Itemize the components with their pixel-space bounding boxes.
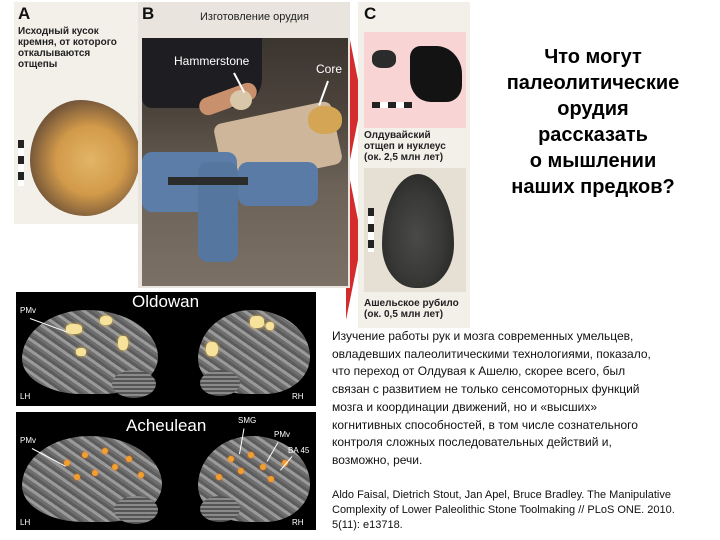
title-line: орудия <box>557 98 629 120</box>
body-line: Изучение работы рук и мозга современных умельцев, <box>332 329 634 343</box>
label-pmv-left: PMv <box>20 436 36 445</box>
title-line: Что могут <box>544 46 642 68</box>
hammerstone-image <box>230 90 252 110</box>
left-cerebellum <box>114 496 158 524</box>
title-line: о мышлении <box>529 150 657 172</box>
panel-a-caption-line: кремня, от которого <box>18 37 117 48</box>
label-lh: LH <box>20 518 31 527</box>
activation-spot <box>250 316 264 328</box>
oldowan-caption-line: (ок. 2,5 млн лет) <box>364 152 444 163</box>
activation-spot <box>266 322 274 330</box>
activation-dot <box>138 472 144 478</box>
body-line: овладевших палеолитическими технологиями, показало, <box>332 346 651 361</box>
title-line: рассказать <box>538 124 648 146</box>
label-pmv-right: PMv <box>274 430 290 439</box>
oldowan-core-image <box>410 46 462 102</box>
oldowan-caption-line: Олдувайский <box>364 130 431 141</box>
oldowan-caption-line: отщеп и нуклеус <box>364 141 446 152</box>
acheulean-caption-line: (ок. 0,5 млн лет) <box>364 309 444 320</box>
panel-a-caption-line: откалываются <box>18 48 91 59</box>
activation-dot <box>74 474 80 480</box>
acheulean-title: Acheulean <box>126 416 207 435</box>
activation-spot <box>76 348 86 356</box>
label-rh: RH <box>292 392 304 401</box>
citation <box>332 488 718 533</box>
left-cerebellum <box>112 370 156 398</box>
body-line: когнитивных способностей, в том числе сознательного <box>332 417 638 432</box>
activation-dot <box>238 468 244 474</box>
activation-dot <box>112 464 118 470</box>
label-lh: LH <box>20 392 31 401</box>
activation-dot <box>92 470 98 476</box>
activation-dot <box>260 464 266 470</box>
flint-nodule-image <box>30 100 140 216</box>
scale-bar <box>372 102 412 108</box>
activation-dot <box>268 476 274 482</box>
scale-bar <box>368 208 374 252</box>
activation-dot <box>248 452 254 458</box>
body-line: возможно, речи. <box>332 452 423 467</box>
panel-c-tools <box>358 2 470 328</box>
scale-bar <box>18 140 24 186</box>
core-label: Core <box>316 62 343 76</box>
label-rh: RH <box>292 518 304 527</box>
panel-a-caption <box>18 26 117 70</box>
title-line: наших предков? <box>511 176 675 198</box>
panel-b-letter: B <box>142 4 155 23</box>
photo-chair <box>168 177 248 185</box>
brain-acheulean-panel <box>16 412 316 530</box>
brain-oldowan-panel <box>16 292 316 406</box>
panel-b-caption: Изготовление орудия <box>200 11 309 23</box>
photo-jeans-knee <box>238 162 318 206</box>
activation-dot <box>216 474 222 480</box>
label-ba45: BA 45 <box>288 446 310 455</box>
body-line: связан с развитием не только сенсомоторных функций <box>332 382 640 397</box>
citation-line: 5(11): e13718. <box>332 519 403 531</box>
slide-title <box>474 44 712 200</box>
body-paragraph <box>332 328 718 470</box>
oldowan-flake-image <box>372 50 396 68</box>
panel-c-letter: C <box>364 4 377 23</box>
acheulean-caption <box>364 298 459 320</box>
activation-spot <box>66 324 82 334</box>
title-line: палеолитические <box>506 72 680 94</box>
hammerstone-label: Hammerstone <box>174 54 250 68</box>
body-line: мозга и координации движений, но и «высших» <box>332 399 598 414</box>
label-pmv: PMv <box>20 306 36 315</box>
oldowan-title: Oldowan <box>132 292 200 311</box>
activation-dot <box>126 456 132 462</box>
label-smg: SMG <box>238 416 257 425</box>
citation-line: Aldo Faisal, Dietrich Stout, Jan Apel, Bruce Bradley. The Manipulative <box>332 489 671 501</box>
activation-dot <box>102 448 108 454</box>
panel-a-flint-nodule <box>14 2 138 224</box>
right-cerebellum <box>200 370 240 396</box>
body-line: контроля сложных последовательных действий и, <box>332 435 612 450</box>
right-cerebellum <box>200 496 240 522</box>
oldowan-caption <box>364 130 446 163</box>
activation-spot <box>206 342 218 356</box>
activation-dot <box>82 452 88 458</box>
citation-line: Complexity of Lower Paleolithic Stone Toolmaking // PLoS ONE. 2010. <box>332 504 675 516</box>
activation-dot <box>228 456 234 462</box>
body-line: что переход от Олдувая к Ашелю, скорее всего, был <box>332 364 626 379</box>
activation-spot <box>100 316 112 325</box>
panel-a-caption-line: отщепы <box>18 59 58 70</box>
activation-spot <box>118 336 128 350</box>
core-image <box>308 106 342 134</box>
panel-a-caption-line: Исходный кусок <box>18 26 99 37</box>
acheulean-caption-line: Ашельское рубило <box>364 298 459 309</box>
panel-a-letter: A <box>18 4 31 23</box>
panel-b-toolmaking <box>138 2 350 288</box>
